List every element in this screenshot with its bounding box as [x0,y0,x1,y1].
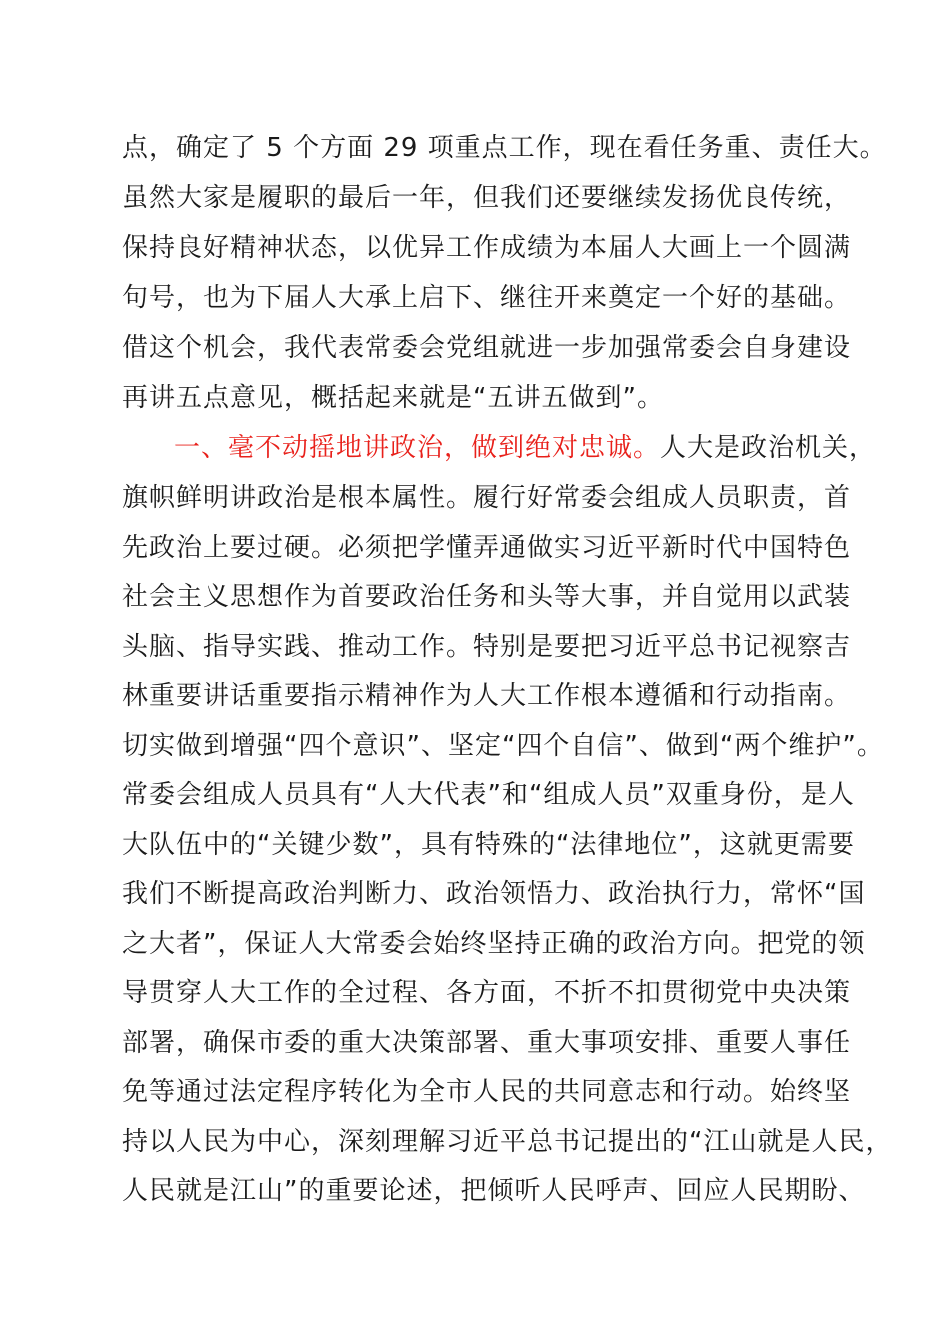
paragraph-line: 我们不断提高政治判断力、政治领悟力、政治执行力，常怀“国 [122,879,866,909]
paragraph-line: 大队伍中的“关键少数”，具有特殊的“法律地位”，这就更需要 [122,830,855,860]
paragraph-line: 再讲五点意见，概括起来就是“五讲五做到”。 [122,383,664,413]
paragraph-line: 部署，确保市委的重大决策部署、重大事项安排、重要人事任 [122,1028,852,1058]
paragraph-line: 先政治上要过硬。必须把学懂弄通做实习近平新时代中国特色 [122,533,852,563]
paragraph-line: 句号，也为下届人大承上启下、继往开来奠定一个好的基础。 [122,283,852,313]
section-heading-continuation: 人大是政治机关， [660,433,877,463]
paragraph-line: 旗帜鲜明讲政治是根本属性。履行好常委会组成人员职责，首 [122,483,852,513]
paragraph-line: 头脑、指导实践、推动工作。特别是要把习近平总书记视察吉 [122,632,852,662]
paragraph-line: 点，确定了 5 个方面 29 项重点工作，现在看任务重、责任大。 [122,133,887,163]
paragraph-line: 人民就是江山”的重要论述，把倾听人民呼声、回应人民期盼、 [122,1176,866,1206]
paragraph-line: 林重要讲话重要指示精神作为人大工作根本遵循和行动指南。 [122,681,852,711]
paragraph-line: 虽然大家是履职的最后一年，但我们还要继续发扬优良传统， [122,183,852,213]
paragraph-line: 常委会组成人员具有“人大代表”和“组成人员”双重身份，是人 [122,780,855,810]
paragraph-line: 持以人民为中心，深刻理解习近平总书记提出的“江山就是人民， [122,1127,893,1157]
paragraph-line: 之大者”，保证人大常委会始终坚持正确的政治方向。把党的领 [122,929,866,959]
paragraph-line: 保持良好精神状态，以优异工作成绩为本届人大画上一个圆满 [122,233,852,263]
paragraph-line: 借这个机会，我代表常委会党组就进一步加强常委会自身建设 [122,333,852,363]
paragraph-line: 切实做到增强“四个意识”、坚定“四个自信”、做到“两个维护”。 [122,731,884,761]
paragraph-line: 导贯穿人大工作的全过程、各方面，不折不扣贯彻党中央决策 [122,978,852,1008]
paragraph-line: 社会主义思想作为首要政治任务和头等大事，并自觉用以武装 [122,582,852,612]
paragraph-line: 免等通过法定程序转化为全市人民的共同意志和行动。始终坚 [122,1077,852,1107]
section-heading: 一、毫不动摇地讲政治，做到绝对忠诚。 [174,433,661,463]
section-heading-line [174,431,877,465]
